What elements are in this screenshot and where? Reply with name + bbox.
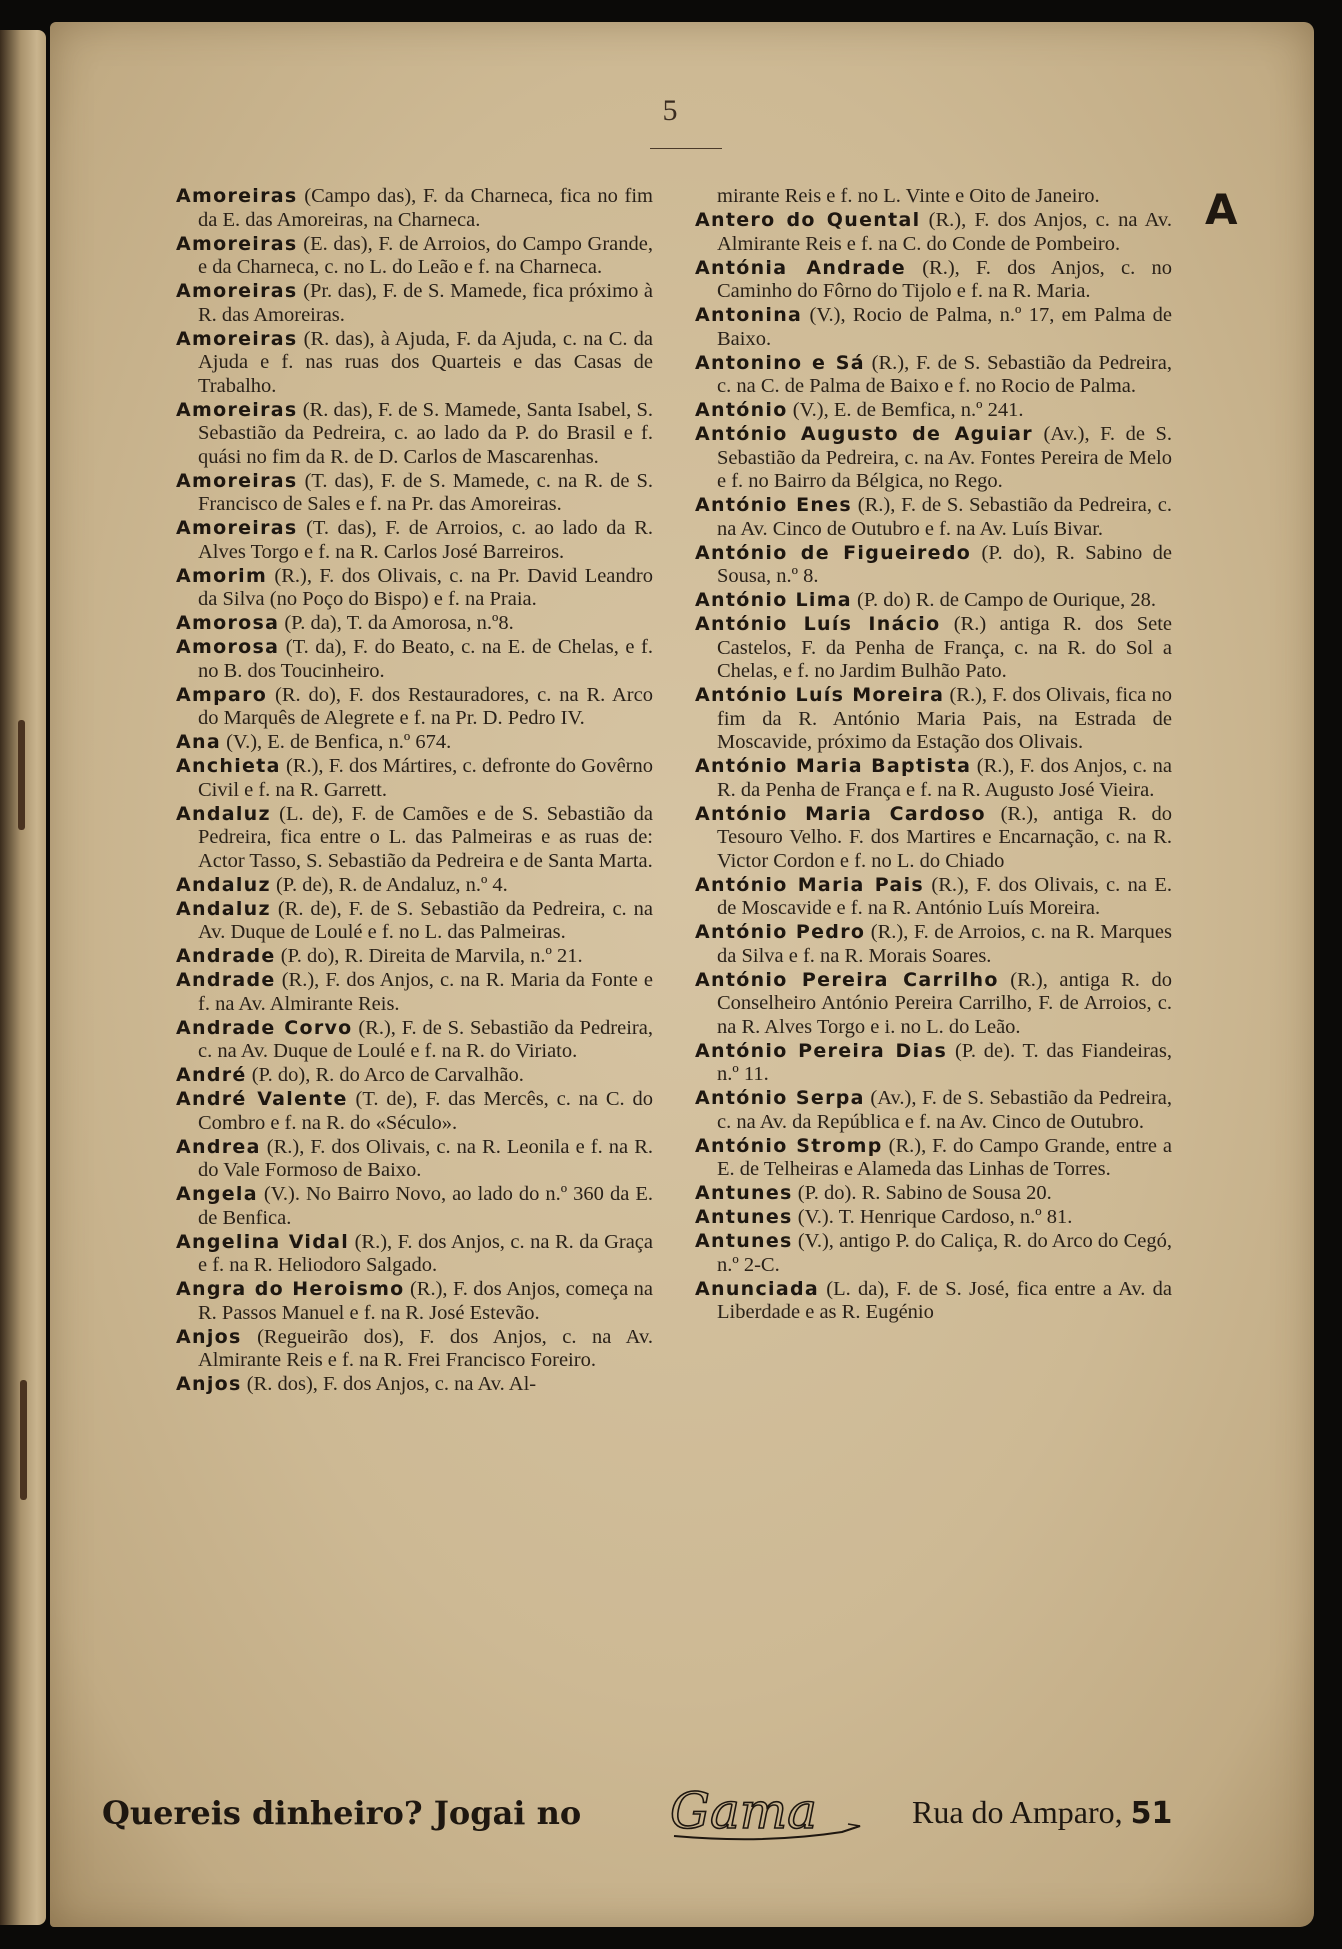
directory-entry bbox=[176, 636, 653, 683]
directory-entry bbox=[695, 921, 1172, 968]
directory-entry bbox=[695, 755, 1172, 802]
street-name: António Maria Baptista bbox=[695, 755, 972, 777]
street-description: (P. do). R. Sabino de Sousa 20. bbox=[792, 1182, 1052, 1204]
street-description: (R. das), F. de S. Mamede, Santa Isabel, S. Sebastião da Pedreira, c. ao lado da P. do Brasil e f. quási no fim da R. de D. Carlos de Mascarenhas. bbox=[198, 398, 653, 468]
street-description: (R.), F. dos Anjos, c. na R. Maria da Fonte e f. na Av. Almirante Reis. bbox=[198, 969, 653, 1015]
street-name: Andrea bbox=[176, 1135, 261, 1158]
directory-entry bbox=[176, 874, 653, 898]
section-letter: A bbox=[1205, 185, 1238, 234]
street-name: Anunciada bbox=[695, 1277, 820, 1300]
directory-entry bbox=[695, 185, 1172, 209]
directory-entry bbox=[695, 969, 1172, 1040]
directory-entry bbox=[695, 494, 1172, 541]
street-description: (R.), F. dos Anjos, c. na Av. Almirante Reis e f. na C. do Conde de Pombeiro. bbox=[717, 209, 1172, 255]
directory-entry bbox=[176, 328, 653, 399]
directory-entry bbox=[176, 945, 653, 969]
street-description: (V.), E. de Bemfica, n.º 241. bbox=[787, 399, 1024, 421]
street-name: António Maria Cardoso bbox=[695, 802, 986, 825]
right-column bbox=[695, 185, 1172, 1325]
street-name: Amorosa bbox=[176, 636, 280, 658]
street-name: Antónia Andrade bbox=[695, 256, 906, 279]
directory-entry bbox=[176, 731, 653, 755]
directory-entry bbox=[695, 542, 1172, 589]
gama-logo bbox=[664, 1782, 864, 1844]
street-description: (R.), antiga R. do Tesouro Velho. F. dos Martires e Encarnação, c. na R. Victor Cordon e f. no L. do Chiado bbox=[717, 802, 1172, 872]
street-description: (Av.), F. de S. Sebastião da Pedreira, c. na Av. da República e f. na Av. Cinco de Outubro. bbox=[717, 1087, 1173, 1133]
street-description: (P. de). T. das Fiandeiras, n.º 11. bbox=[717, 1039, 1173, 1085]
street-name: Antunes bbox=[695, 1182, 793, 1204]
street-name: António Stromp bbox=[695, 1134, 883, 1157]
directory-entry bbox=[695, 1206, 1172, 1230]
street-name: António Maria Pais bbox=[695, 873, 925, 896]
street-name: Amorosa bbox=[176, 612, 280, 634]
directory-entry bbox=[695, 589, 1172, 613]
street-name: Antunes bbox=[695, 1206, 793, 1228]
street-description: (T. das), F. de S. Mamede, c. na R. de S. Francisco de Sales e f. na Pr. das Amoreiras. bbox=[198, 469, 653, 515]
street-name: Anjos bbox=[176, 1325, 242, 1348]
street-description: (R. do), F. dos Restauradores, c. na R. Arco do Marquês de Alegrete e f. na Pr. D. Pedro IV. bbox=[198, 683, 653, 729]
directory-entry bbox=[695, 304, 1172, 351]
page-number: 5 bbox=[662, 94, 678, 127]
street-description: (R.), F. dos Anjos, começa na R. Passos Manuel e f. na R. José Estevão. bbox=[198, 1278, 653, 1324]
directory-entry bbox=[695, 803, 1172, 874]
street-description: (R.), antiga R. do Conselheiro António Pereira Carrilho, F. de Arroios, c. na R. Alves Torgo e i. no L. do Leão. bbox=[717, 968, 1172, 1038]
street-name: Andaluz bbox=[176, 802, 271, 825]
street-description: (R. de), F. de S. Sebastião da Pedreira, c. na Av. Duque de Loulé e f. no L. das Palmeiras. bbox=[198, 897, 653, 943]
binding-stitch bbox=[18, 720, 25, 830]
directory-entry bbox=[176, 280, 653, 327]
street-name: Angelina Vidal bbox=[176, 1230, 350, 1253]
directory-entry bbox=[695, 209, 1172, 256]
street-description: (P. de), R. de Andaluz, n.º 4. bbox=[270, 873, 508, 896]
directory-entry bbox=[176, 803, 653, 874]
street-name: Amoreiras bbox=[176, 469, 298, 492]
directory-entry bbox=[176, 1373, 653, 1397]
street-name: André bbox=[176, 1064, 247, 1086]
street-name: Anchieta bbox=[176, 755, 281, 777]
street-name: Andaluz bbox=[176, 897, 271, 920]
street-description: (L. de), F. de Camões e de S. Sebastião da Pedreira, fica entre o L. das Palmeiras e as ruas de: Actor Tasso, S. Sebastião da Pedreira e de Santa Marta. bbox=[198, 802, 653, 872]
directory-entry bbox=[695, 684, 1172, 755]
directory-entry bbox=[695, 1135, 1172, 1182]
ad-question: Quereis dinheiro? Jogai no bbox=[102, 1794, 582, 1832]
footer-advertisement bbox=[102, 1782, 1222, 1852]
street-description: (R.), F. dos Anjos, c. na R. da Penha de França e f. na R. Augusto José Vieira. bbox=[717, 755, 1172, 801]
street-name: Amoreiras bbox=[176, 185, 298, 207]
directory-entry bbox=[176, 517, 653, 564]
directory-entry bbox=[176, 898, 653, 945]
left-column bbox=[176, 185, 653, 1397]
street-description: (Campo das), F. da Charneca, fica no fim da E. das Amoreiras, na Charneca. bbox=[198, 185, 653, 231]
street-description: (V.), E. de Benfica, n.º 674. bbox=[220, 731, 452, 753]
previous-page-edge bbox=[0, 30, 46, 1925]
ad-address bbox=[912, 1794, 1172, 1831]
street-description: (V.). No Bairro Novo, ao lado do n.º 360 da E. de Benfica. bbox=[198, 1183, 653, 1229]
street-name: Andrade Corvo bbox=[176, 1016, 353, 1039]
street-name: António Pereira Carrilho bbox=[695, 968, 999, 991]
directory-entry bbox=[695, 874, 1172, 921]
street-name: António Augusto de Aguiar bbox=[695, 423, 1033, 445]
street-description: (Av.), F. de S. Sebastião da Pedreira, c. na Av. Fontes Pereira de Melo e f. no Bairro da Bélgica, no Rego. bbox=[717, 423, 1172, 492]
street-description: (T. de), F. das Mercês, c. na C. do Combro e f. na R. do «Século». bbox=[198, 1088, 654, 1134]
street-description: mirante Reis e f. no L. Vinte e Oito de Janeiro. bbox=[717, 185, 1100, 207]
street-description: (P. da), T. da Amorosa, n.º8. bbox=[279, 612, 514, 634]
directory-entry bbox=[176, 1326, 653, 1373]
directory-entry bbox=[176, 399, 653, 470]
directory-entry bbox=[176, 1231, 653, 1278]
street-description: (R.), F. de S. Sebastião da Pedreira, c. na Av. Cinco de Outubro e f. na Av. Luís Bivar. bbox=[717, 494, 1172, 540]
directory-entry bbox=[695, 1182, 1172, 1206]
directory-entry bbox=[176, 1064, 653, 1088]
directory-entry bbox=[176, 1183, 653, 1230]
directory-entry bbox=[695, 1278, 1172, 1325]
page-number-rule bbox=[650, 148, 722, 149]
street-description: (V.). T. Henrique Cardoso, n.º 81. bbox=[792, 1206, 1073, 1228]
street-name: Amoreiras bbox=[176, 517, 298, 539]
street-description: (Pr. das), F. de S. Mamede, fica próximo à R. das Amoreiras. bbox=[198, 280, 653, 326]
street-name: António Pedro bbox=[695, 921, 866, 943]
street-name: Andaluz bbox=[176, 873, 271, 896]
street-description: (R.), F. dos Olivais, fica no fim da R. António Maria Pais, na Estrada de Moscavide, próximo da Estação dos Olivais. bbox=[717, 684, 1172, 753]
directory-entry bbox=[176, 1136, 653, 1183]
street-description: (R.) antiga R. dos Sete Castelos, F. da Penha de França, c. na R. do Sol a Chelas, e f. no Jardim Bulhão Pato. bbox=[717, 613, 1172, 682]
street-name: Anjos bbox=[176, 1373, 242, 1395]
binding-stitch bbox=[20, 1380, 27, 1500]
street-description: (R.), F. de Arroios, c. na R. Marques da Silva e f. na R. Morais Soares. bbox=[717, 921, 1172, 967]
street-description: (R.), F. do Campo Grande, entre a E. de Telheiras e Alameda das Linhas de Torres. bbox=[717, 1134, 1172, 1180]
street-name: Andrade bbox=[176, 945, 276, 967]
street-description: (P. do), R. Direita de Marvila, n.º 21. bbox=[275, 945, 583, 967]
directory-entry bbox=[176, 969, 653, 1016]
street-name: Amorim bbox=[176, 564, 268, 587]
street-name: Angela bbox=[176, 1183, 258, 1205]
street-description: (R.), F. dos Anjos, c. no Caminho do Fôrno do Tijolo e f. na R. Maria. bbox=[717, 256, 1172, 302]
street-name: Andrade bbox=[176, 969, 276, 991]
directory-entry bbox=[695, 1087, 1172, 1134]
street-description: (R.), F. de S. Sebastião da Pedreira, c. na Av. Duque de Loulé e f. na R. do Viriato. bbox=[198, 1016, 653, 1062]
directory-entry bbox=[176, 1017, 653, 1064]
street-name: Antunes bbox=[695, 1230, 793, 1252]
directory-entry bbox=[176, 185, 653, 232]
street-description: (L. da), F. de S. José, fica entre a Av. da Liberdade e as R. Eugénio bbox=[717, 1277, 1172, 1323]
street-description: (V.), Rocio de Palma, n.º 17, em Palma de Baixo. bbox=[717, 304, 1172, 350]
directory-entry bbox=[695, 613, 1172, 684]
directory-entry bbox=[695, 257, 1172, 304]
directory-entry bbox=[176, 1278, 653, 1325]
directory-entry bbox=[176, 470, 653, 517]
directory-entry bbox=[695, 423, 1172, 494]
directory-entry bbox=[176, 1088, 653, 1135]
street-name: António Serpa bbox=[695, 1087, 865, 1109]
street-description: (Regueirão dos), F. dos Anjos, c. na Av. Almirante Reis e f. na R. Frei Francisco Foreiro. bbox=[198, 1325, 653, 1371]
directory-entry bbox=[695, 1230, 1172, 1277]
directory-entry bbox=[176, 684, 653, 731]
street-name: Angra do Heroismo bbox=[176, 1278, 405, 1300]
street-name: Amoreiras bbox=[176, 327, 298, 350]
street-name: António de Figueiredo bbox=[695, 541, 972, 564]
street-description: (R.), F. dos Anjos, c. na R. da Graça e f. na R. Heliodoro Salgado. bbox=[198, 1230, 653, 1276]
street-description: (R.), F. dos Olivais, c. na Pr. David Leandro da Silva (no Poço do Bispo) e f. na Praia. bbox=[198, 564, 653, 610]
street-description: (T. da), F. do Beato, c. na E. de Chelas, e f. no B. dos Toucinheiro. bbox=[198, 636, 653, 682]
street-name: António bbox=[695, 399, 788, 421]
street-name: Amparo bbox=[176, 683, 268, 706]
street-name: António Enes bbox=[695, 494, 853, 516]
street-name: Antonino e Sá bbox=[695, 351, 865, 374]
street-name: Amoreiras bbox=[176, 398, 298, 421]
street-description: (R. dos), F. dos Anjos, c. na Av. Al- bbox=[241, 1373, 537, 1395]
street-description: (T. das), F. de Arroios, c. ao lado da R. Alves Torgo e f. na R. Carlos José Barreiros. bbox=[198, 517, 653, 563]
street-description: (P. do), R. do Arco de Carvalhão. bbox=[246, 1064, 524, 1086]
street-description: (R.), F. dos Mártires, c. defronte do Govêrno Civil e f. na R. Garrett. bbox=[198, 755, 653, 801]
street-description: (R.), F. de S. Sebastião da Pedreira, c. na C. de Palma de Baixo e f. no Rocio de Palma. bbox=[717, 351, 1172, 397]
directory-entry bbox=[176, 233, 653, 280]
street-description: (R.), F. dos Olivais, c. na E. de Moscavide e f. na R. António Luís Moreira. bbox=[717, 873, 1172, 919]
street-name: António Luís Moreira bbox=[695, 684, 945, 706]
street-description: (R. das), à Ajuda, F. da Ajuda, c. na C. da Ajuda e f. nas ruas dos Quarteis e das Casas de Trabalho. bbox=[198, 327, 653, 397]
directory-entry bbox=[695, 352, 1172, 399]
ad-address-number: 51 bbox=[1130, 1796, 1173, 1831]
directory-entry bbox=[176, 612, 653, 636]
street-name: Amoreiras bbox=[176, 280, 298, 302]
street-description: (E. das), F. de Arroios, do Campo Grande, e da Charneca, c. no L. do Leão e f. na Charneca. bbox=[198, 232, 653, 278]
street-description: (P. do) R. de Campo de Ourique, 28. bbox=[851, 589, 1156, 611]
directory-entry bbox=[695, 399, 1172, 423]
directory-entry bbox=[695, 1040, 1172, 1087]
street-description: (R.), F. dos Olivais, c. na R. Leonila e f. na R. do Vale Formoso de Baixo. bbox=[198, 1135, 653, 1181]
street-name: André Valente bbox=[176, 1088, 348, 1110]
gama-logo-text: Gama bbox=[670, 1782, 817, 1840]
street-name: Antero do Quental bbox=[695, 209, 921, 231]
street-name: António Lima bbox=[695, 589, 852, 611]
street-description: (P. do), R. Sabino de Sousa, n.º 8. bbox=[717, 541, 1173, 587]
street-description: (V.), antigo P. do Caliça, R. do Arco do Cegó, n.º 2-C. bbox=[717, 1230, 1172, 1276]
street-name: Ana bbox=[176, 731, 221, 753]
street-name: Antonina bbox=[695, 304, 803, 326]
street-name: Amoreiras bbox=[176, 232, 298, 255]
directory-entry bbox=[176, 565, 653, 612]
directory-entry bbox=[176, 755, 653, 802]
street-name: António Pereira Dias bbox=[695, 1039, 948, 1062]
street-name: António Luís Inácio bbox=[695, 613, 941, 635]
ad-address-street: Rua do Amparo, bbox=[912, 1794, 1123, 1830]
